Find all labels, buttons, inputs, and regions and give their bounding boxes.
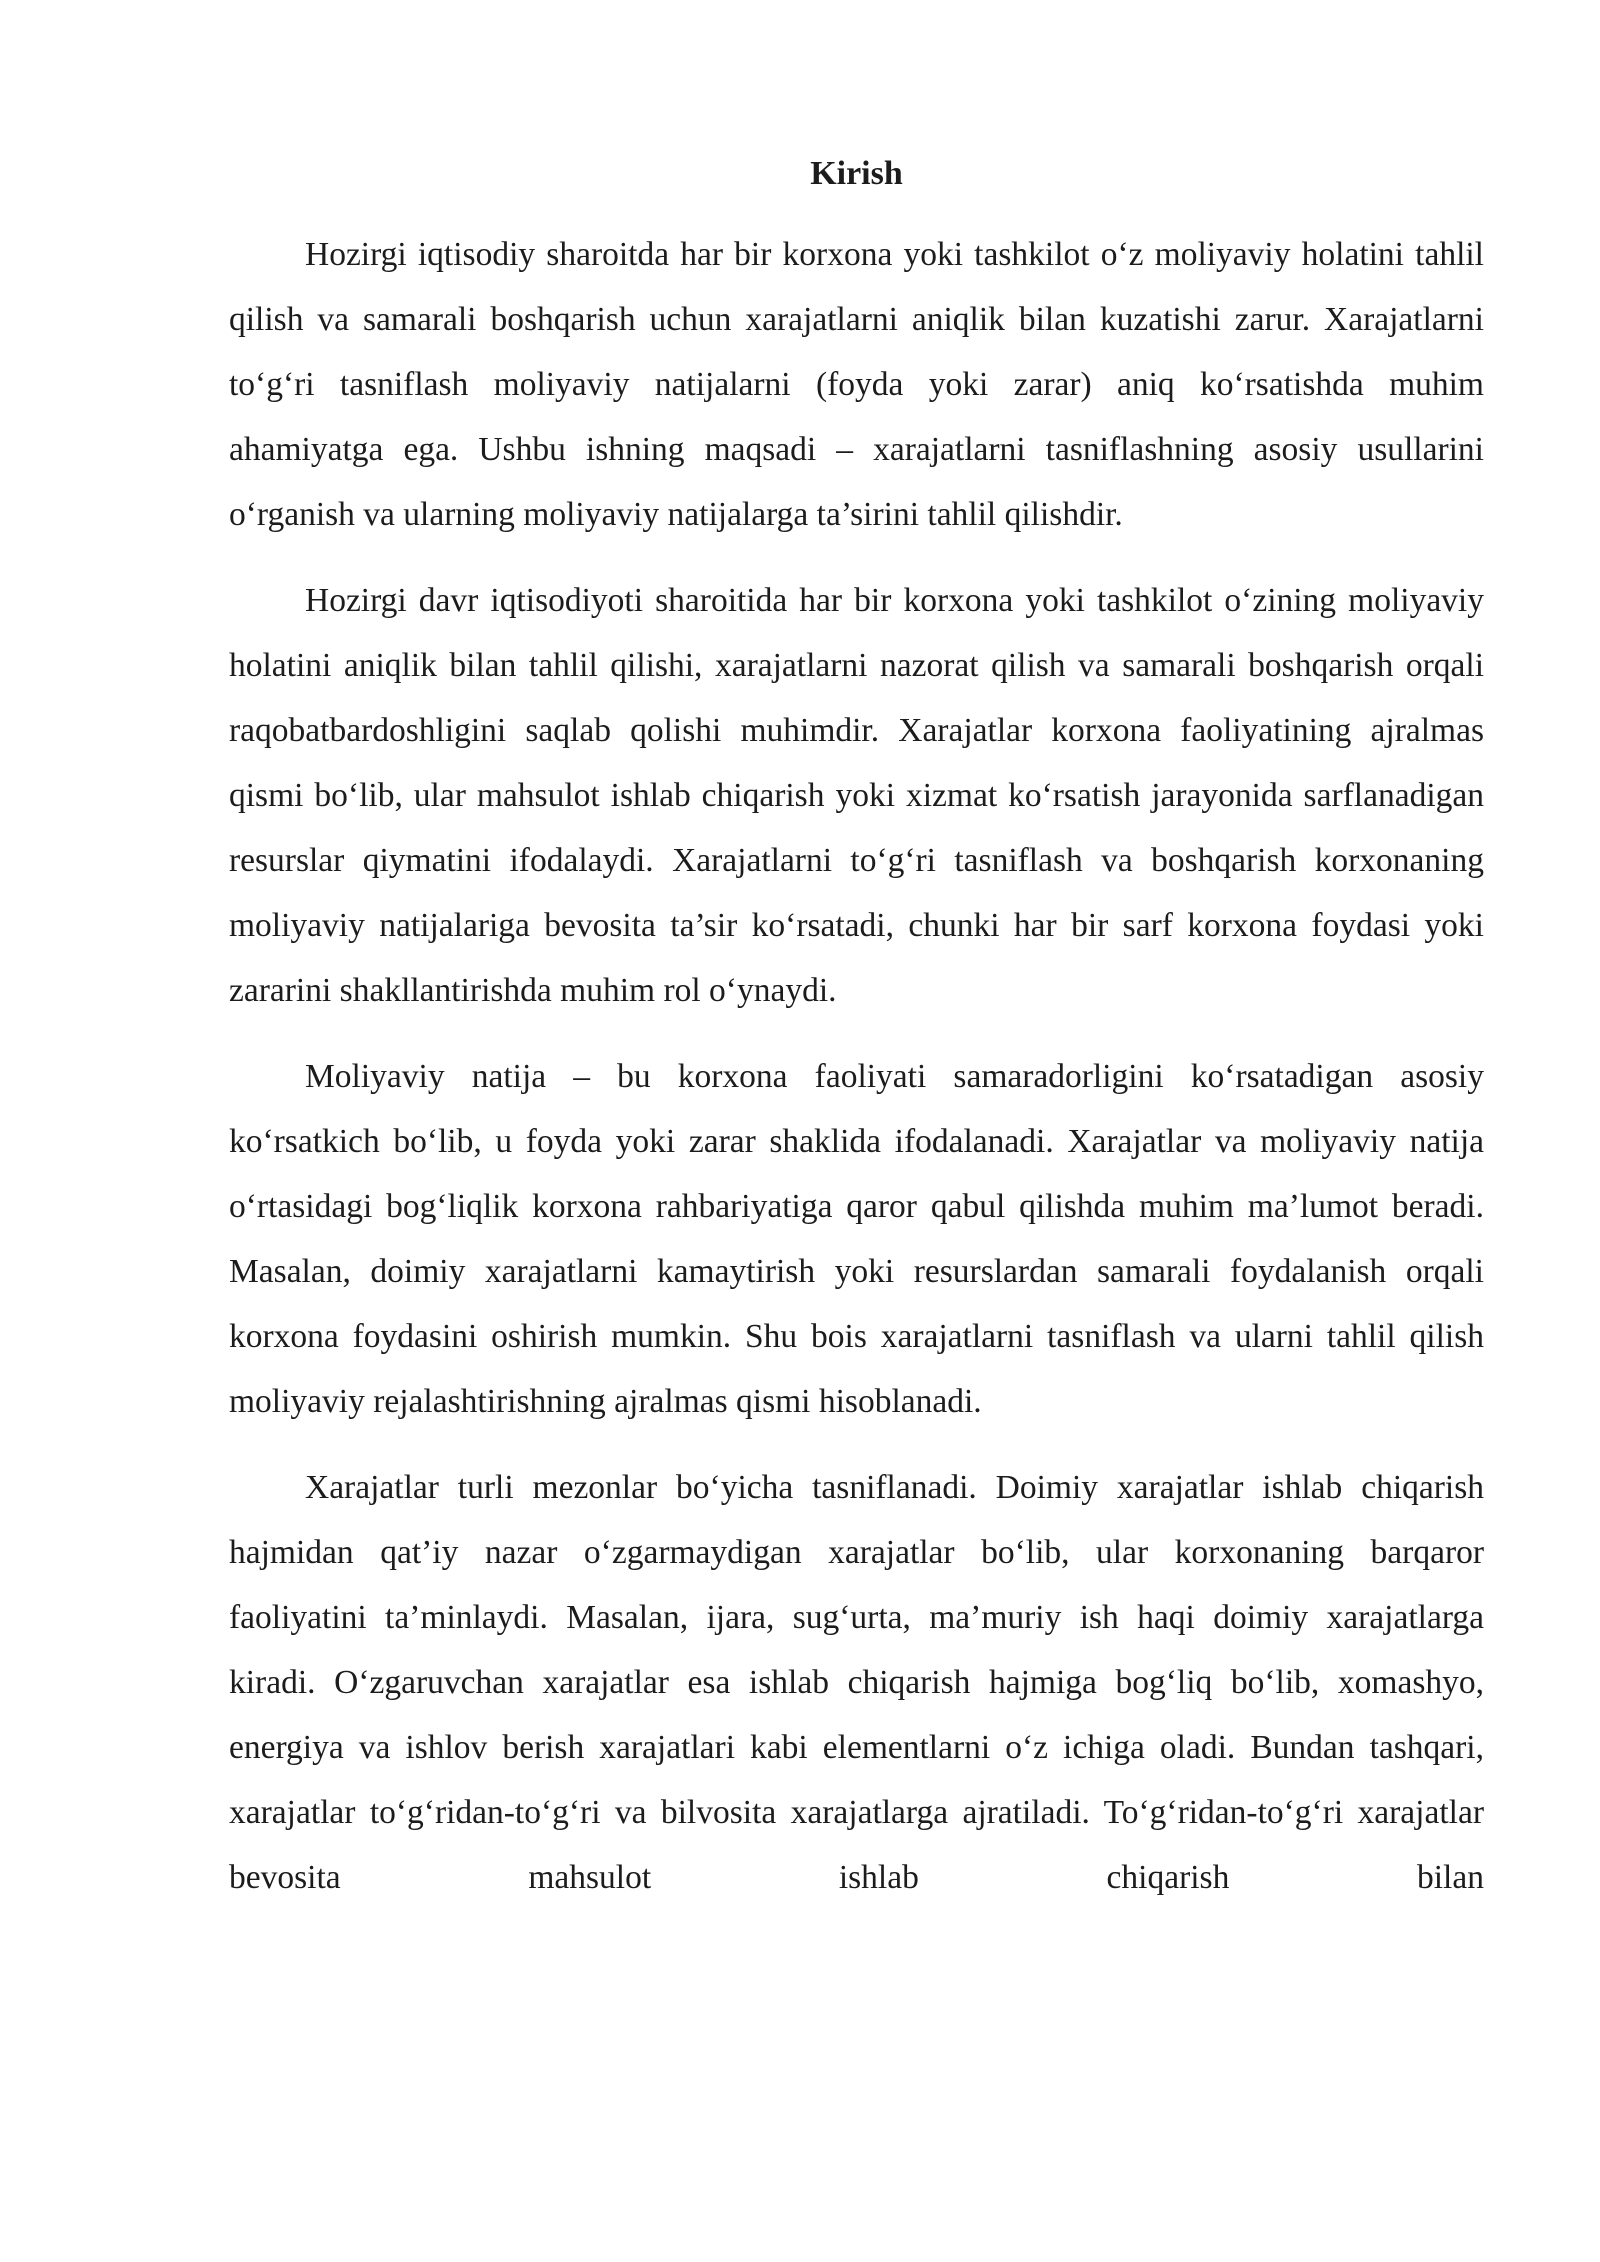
paragraph-3: Moliyaviy natija – bu korxona faoliyati samaradorligini ko‘rsatadigan asosiy ko‘rsatkich bo‘lib, u foyda yoki zarar shaklida ifodalanadi. Xarajatlar va moliyaviy natija o‘rtasidagi bog‘liqlik korxona rahbariyatiga qaror qabul qilishda muhim ma’lumot beradi. Masalan, doimiy xarajatlarni kamaytirish yoki resurslardan samarali foydalanish orqali korxona foydasini oshirish mumkin. Shu bois xarajatlarni tasniflash va ularni tahlil qilish moliyaviy rejalashtirishning ajralmas qismi hisoblanadi. bbox=[229, 1058, 1484, 1420]
section-title: Kirish bbox=[810, 155, 903, 192]
document-page bbox=[229, 148, 1484, 1910]
paragraph-2: Hozirgi davr iqtisodiyoti sharoitida har bir korxona yoki tashkilot o‘zining moliyaviy holatini aniqlik bilan tahlil qilishi, xarajatlarni nazorat qilish va samarali boshqarish orqali raqobatbardoshligini saqlab qolishi muhimdir. Xarajatlar korxona faoliyatining ajralmas qismi bo‘lib, ular mahsulot ishlab chiqarish yoki xizmat ko‘rsatish jarayonida sarflanadigan resurslar qiymatini ifodalaydi. Xarajatlarni to‘g‘ri tasniflash va boshqarish korxonaning moliyaviy natijalariga bevosita ta’sir ko‘rsatadi, chunki har bir sarf korxona foydasi yoki zararini shakllantirishda muhim rol o‘ynaydi. bbox=[229, 582, 1484, 1009]
paragraph-4: Xarajatlar turli mezonlar bo‘yicha tasniflanadi. Doimiy xarajatlar ishlab chiqarish hajmidan qat’iy nazar o‘zgarmaydigan xarajatlar bo‘lib, ular korxonaning barqaror faoliyatini ta’minlaydi. Masalan, ijara, sug‘urta, ma’muriy ish haqi doimiy xarajatlarga kiradi. O‘zgaruvchan xarajatlar esa ishlab chiqarish hajmiga bog‘liq bo‘lib, xomashyo, energiya va ishlov berish xarajatlari kabi elementlarni o‘z ichiga oladi. Bundan tashqari, xarajatlar to‘g‘ridan-to‘g‘ri va bilvosita xarajatlarga ajratiladi. To‘g‘ridan-to‘g‘ri xarajatlar bevosita mahsulot ishlab chiqarish bilan bbox=[229, 1469, 1484, 1896]
paragraph-1: Hozirgi iqtisodiy sharoitda har bir korxona yoki tashkilot o‘z moliyaviy holatini tahlil qilish va samarali boshqarish uchun xarajatlarni aniqlik bilan kuzatishi zarur. Xarajatlarni to‘g‘ri tasniflash moliyaviy natijalarni (foyda yoki zarar) aniq ko‘rsatishda muhim ahamiyatga ega. Ushbu ishning maqsadi – xarajatlarni tasniflashning asosiy usullarini o‘rganish va ularning moliyaviy natijalarga ta’sirini tahlil qilishdir. bbox=[229, 236, 1484, 533]
